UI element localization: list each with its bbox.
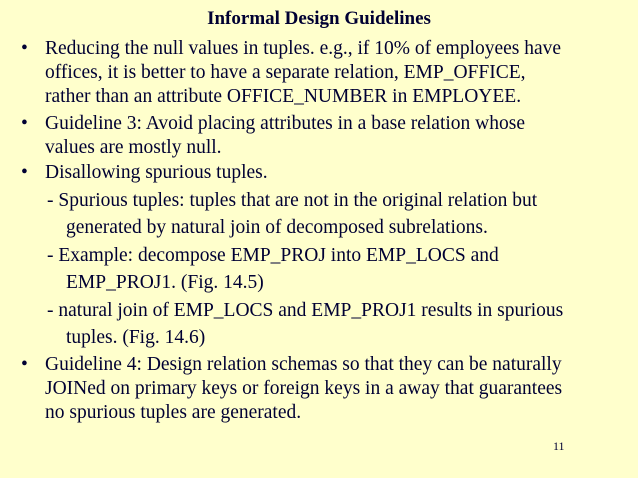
body-line: - Example: decompose EMP_PROJ into EMP_LOCS and (47, 245, 499, 266)
body-line: EMP_PROJ1. (Fig. 14.5) (66, 272, 264, 293)
body-line: generated by natural join of decomposed subrelations. (66, 217, 488, 238)
body-line: - Spurious tuples: tuples that are not in the original relation but (47, 190, 538, 211)
slide-title: Informal Design Guidelines (207, 8, 431, 29)
body-line: Disallowing spurious tuples. (45, 162, 268, 183)
body-line: rather than an attribute OFFICE_NUMBER in EMPLOYEE. (45, 86, 522, 107)
body-line: Reducing the null values in tuples. e.g., if 10% of employees have (45, 38, 562, 59)
body-line: no spurious tuples are generated. (45, 402, 302, 423)
body-line: tuples. (Fig. 14.6) (66, 327, 206, 348)
bullet-marker: • (21, 113, 28, 134)
body-line: values are mostly null. (45, 137, 222, 158)
page-number: 11 (553, 439, 565, 453)
body-line: JOINed on primary keys or foreign keys in a away that guarantees (45, 378, 563, 399)
body-line: Guideline 4: Design relation schemas so that they can be naturally (45, 354, 562, 375)
bullet-marker: • (21, 162, 28, 183)
body-line: Guideline 3: Avoid placing attributes in a base relation whose (45, 113, 525, 134)
body-line: - natural join of EMP_LOCS and EMP_PROJ1 results in spurious (47, 300, 564, 321)
bullet-marker: • (21, 38, 28, 59)
body-line: offices, it is better to have a separate relation, EMP_OFFICE, (45, 62, 526, 83)
bullet-marker: • (21, 354, 28, 375)
